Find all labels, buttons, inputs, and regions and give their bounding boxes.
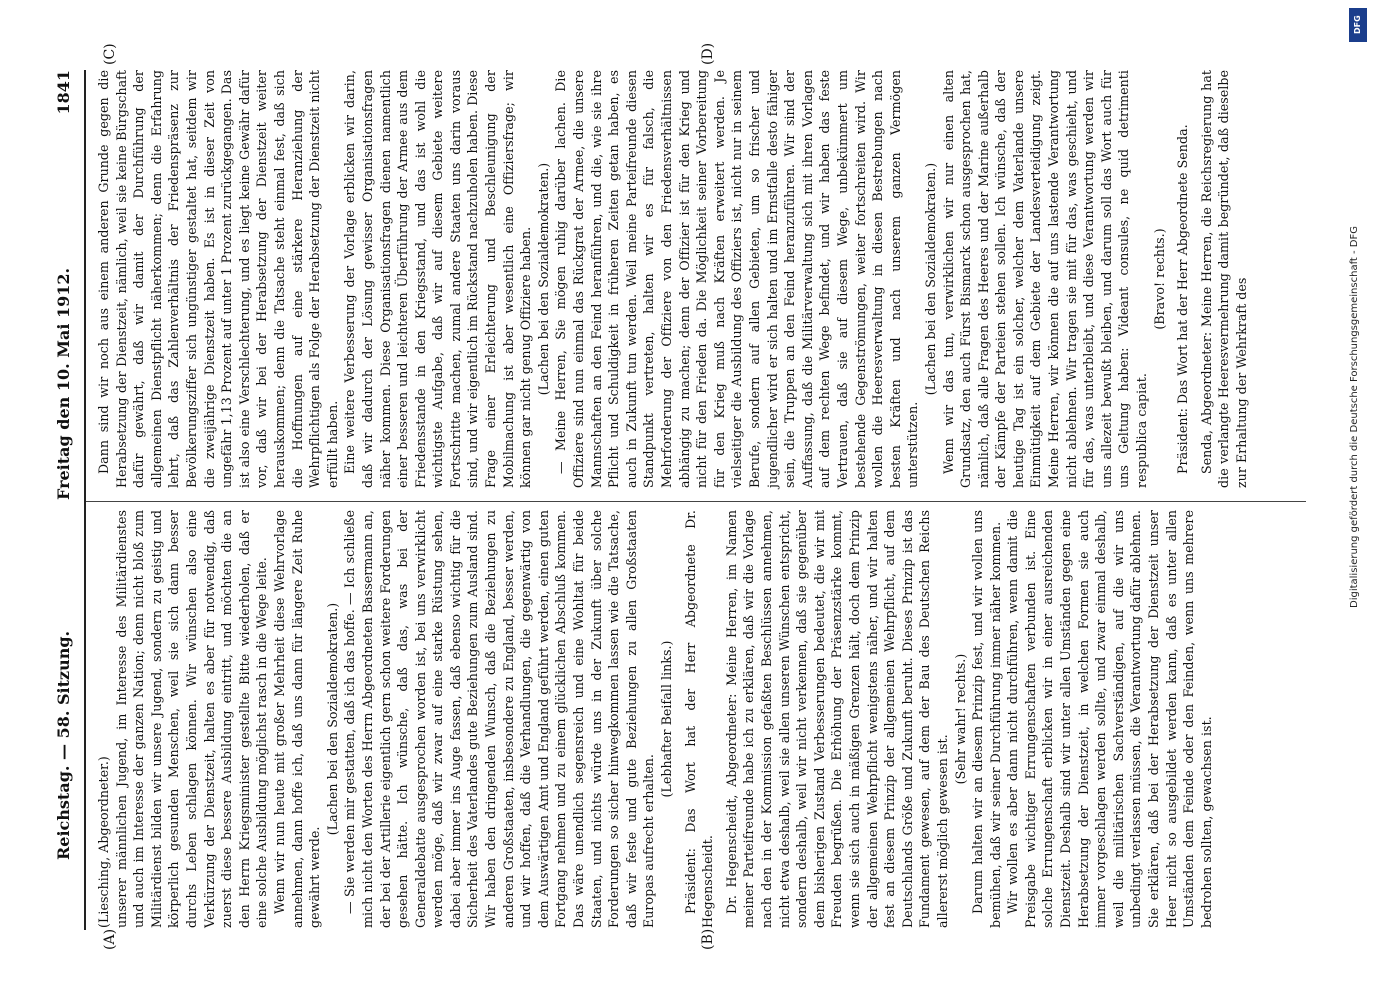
- margin-letter-a: (A): [102, 928, 118, 950]
- margin-letter-c: (C): [102, 43, 118, 65]
- reaction: (Sehr wahr! rechts.): [952, 653, 968, 785]
- header-rule: [84, 70, 86, 930]
- digitization-note: Digitalisierung gefördert durch die Deutsche Forschungsgemeinschaft - DFG: [1349, 225, 1360, 608]
- header-date: Freitag den 10. Mai 1912.: [54, 267, 73, 500]
- reaction: (Bravo! rechts.): [1151, 228, 1167, 330]
- header-session: Reichstag. — 58. Sitzung.: [54, 630, 73, 860]
- president-remark: Präsident: Das Wort hat der Herr Abgeordnete Senda.: [1175, 124, 1191, 474]
- paragraph: — Sie werden mir gestatten, daß ich das hoffe. — Ich schließe mich nicht den Worten des Herrn Abgeordneten Bassermann an, der bei der Artillerie eigentlich gern schon weitere Forderungen gesehen hätte. Ich wünsche, daß das, was bei der Generaldebatte ausgesprochen worden ist, bei uns verwirklicht werden möge, daß wir zwar auf eine starke Rüstung sehen, dabei aber immer ins Auge fassen, daß ebenso wichtig für die Sicherheit des Vaterlandes gute Beziehungen zum Ausland sind. Wir haben den dringenden Wunsch, daß die Beziehungen zu anderen Großstaaten, insbesondere zu England, besser werden, und wir hoffen, daß die Verhandlungen, die gegenwärtig von dem Auswärtigen Amt und England geführt werden, einen guten Fortgang nehmen und zu einem glücklichen Abschluß kommen. Das wäre unendlich segensreich und eine Wohltat für beide Staaten, und nichts würde uns in der Zukunft über solche Forderungen so sicher hinwegkommen lassen wie die Tatsache, daß wir feste und gute Beziehungen zu allen Großstaaten Europas aufrecht erhalten.: [342, 510, 657, 928]
- paragraph: Wenn wir das tun, verwirklichen wir nur einen alten Grundsatz, den auch Fürst Bismarck schon ausgesprochen hat, nämlich, daß alle Fragen des Heeres und der Marine außerhalb der Kämpfe der Parteien stehen sollen. Ich wünsche, daß der heutige Tag ist ein solcher, welcher dem Vaterlande unsere Einmütigkeit auf dem Gebiete der Landesverteidigung zeigt. Meine Herren, wir können die auf uns lastende Verantwortung nicht ablehnen. Wir tragen sie mit für das, was geschieht, und für das, was unterbleibt, und diese Verantwortung werden wir uns allezeit bewußt bleiben, und darum soll das Wort auch für uns Geltung haben: Videant consules, ne quid detrimenti respublica capiat.: [940, 70, 1150, 488]
- paragraph: unserer männlichen Jugend, im Interesse des Militärdienstes und auch im Interesse der ganzen Nation; denn nicht bloß zum Militärdienst bilden wir unsere Jugend, sondern zu geistig und körperlich gesunden Menschen, weil sie sich dann besser durchs Leben schlagen können. Wir wünschen also eine Verkürzung der Dienstzeit, halten es aber für notwendig, daß zuerst diese bessere Ausbildung eintritt, und möchten die an den Herrn Kriegsminister gestellte Bitte wiederholen, daß er eine solche Ausbildung möglichst rasch in die Wege leite.: [113, 510, 270, 928]
- page-number: 1841: [54, 70, 73, 115]
- page-header: [48, 70, 82, 930]
- reaction: (Lachen bei den Sozialdemokraten.): [535, 162, 551, 396]
- paragraph: Wir wollen es aber dann nicht durchführen, wenn damit die Preisgabe wichtiger Errungenschaften verbunden ist. Eine solche Errungenschaft erblicken wir in einer ausreichenden Dienstzeit. Deshalb sind wir unter allen Umständen gegen eine Herabsetzung der Dienstzeit, in welchen Formen sie auch immer vorgeschlagen werden sollte, und zwar einmal deshalb, weil die militärischen Sachverständigen, auf die wir uns unbedingt verlassen müssen, die Verantwortung dafür ablehnen. Sie erklären, daß bei der Herabsetzung der Dienstzeit unser Heer nicht so ausgebildet werden kann, daß es unter allen Umständen dem Feinde oder den Feinden, wenn uns mehrere bedrohen sollten, gewachsen ist.: [1005, 510, 1214, 928]
- paragraph: Darum halten wir an diesem Prinzip fest, und wir wollen uns bemühen, daß wir seiner Durchführung immer näher kommen.: [970, 510, 1003, 928]
- paragraph: Dann sind wir noch aus einem anderen Grunde gegen die Herabsetzung der Dienstzeit, nämlich, weil sie keine Bürgschaft dafür gewährt, daß wir damit der Durchführung der allgemeinen Dienstpflicht näherkommen; denn die Erfahrung lehrt, daß das Zahlenverhältnis der Friedenspräsenz zur Bevölkerungsziffer sich ungünstiger gestaltet hat, seitdem wir die zweijährige Dienstzeit haben. Es ist in dieser Zeit von ungefähr 1,13 Prozent auf unter 1 Prozent zurückgegangen. Das ist also eine Verschlechterung, und es liegt keine Gewähr dafür vor, daß wir bei der Herabsetzung der Dienstzeit weiter herauskommen; denn die Tatsache steht einmal fest, daß sich die Hoffnungen auf eine stärkere Heranziehung der Wehrpflichtigen als Folge der Herabsetzung der Dienstzeit nicht erfüllt haben.: [96, 70, 340, 488]
- speaker-note: (Liesching, Abgeordneter.): [96, 756, 111, 928]
- dfg-logo: DFG: [1349, 8, 1367, 42]
- president-remark: Präsident: Das Wort hat der Herr Abgeordnete Dr. Hegenscheidt.: [682, 510, 716, 928]
- reaction: (Lebhafter Beifall links.): [659, 640, 674, 798]
- column-divider: [86, 501, 1306, 502]
- right-column: [95, 70, 1251, 488]
- paragraph: Dr. Hegenscheidt, Abgeordneter: Meine Herren, im Namen meiner Parteifreunde habe ich zu erklären, daß wir die Vorlage nach den in der Kommission gefaßten Beschlüssen annehmen, nicht etwa deshalb, weil sie allen unseren Wünschen entspricht, sondern deshalb, weil wir nicht verkennen, daß sie gegenüber dem bisherigen Zustand Verbesserungen bedeutet, die wir mit Freuden begrüßen. Die Erhöhung der Präsenzstärke kommt, wenn sie sich auch in mäßigen Grenzen hält, doch dem Prinzip der allgemeinen Wehrpflicht wenigstens näher, und wir halten fest an diesem Prinzip der allgemeinen Wehrpflicht, auf dem Deutschlands Größe und Zukunft beruht. Dieses Prinzip ist das Fundament gewesen, auf dem der Bau des Deutschen Reichs allererst möglich gewesen ist.: [723, 510, 950, 928]
- paragraph: Eine weitere Verbesserung der Vorlage erblicken wir darin, daß wir dadurch der Lösung gewisser Organisationsfragen näher kommen. Diese Organisationsfragen dienen namentlich einer besseren und leichteren Überführung der Armee aus dem Friedensstande in den Kriegsstand, und das ist wohl die wichtigste Aufgabe, daß wir auf diesem Gebiete weitere Fortschritte machen, zumal andere Staaten uns darin voraus sind, und wir eigentlich im Rückstand nachzuholen haben. Diese Frage einer Erleichterung und Beschleunigung der Mobilmachung ist aber wesentlich eine Offiziersfrage; wir können gar nicht genug Offiziere haben.: [342, 70, 534, 488]
- paragraph: Senda, Abgeordneter: Meine Herren, die Reichsregierung hat die verlangte Heeresvermehrung damit begründet, daß dieselbe zur Erhaltung der Wehrkraft des: [1198, 70, 1249, 488]
- paragraph: Wenn wir nun heute mit großer Mehrheit diese Wehrvorlage annehmen, dann hoffe ich, daß uns dann für längere Zeit Ruhe gewährt werde.: [271, 510, 323, 928]
- margin-letter-b: (B): [700, 928, 716, 950]
- paragraph: — Meine Herren, Sie mögen ruhig darüber lachen. Die Offiziere sind nun einmal das Rückgrat der Armee, die unsere Mannschaften an den Feind heranführen, und die, wie sie ihre Pflicht und Schuldigkeit in früheren Zeiten getan haben, es auch in Zukunft tun werden. Weil meine Parteifreunde diesen Standpunkt vertreten, halten wir es für falsch, die Mehrforderung der Offiziere von den Friedensverhältnissen abhängig zu machen; denn der Offizier ist für den Krieg und nicht für den Frieden da. Die Möglichkeit seiner Vorbereitung für den Krieg muß nach Kräften erweitert werden. Je vielseitiger die Ausbildung des Offiziers ist, nicht nur in seinem Berufe, sondern auf allen Gebieten, um so frischer und jugendlicher wird er sich halten und im Ernstfalle desto fähiger sein, die Truppen an den Feind heranzuführen. Wir sind der Auffassung, daß die Militärverwaltung sich mit ihren Vorlagen auf dem rechten Wege befindet, und wir haben das feste Vertrauen, daß sie auf diesem Wege, unbekümmert um bestehende Gegenströmungen, weiter fortschreiten wird. Wir wollen die Heeresverwaltung in diesen Bestrebungen nach besten Kräften und nach unserem ganzen Vermögen unterstützen.: [553, 70, 921, 488]
- reaction: (Lachen bei den Sozialdemokraten.): [922, 162, 938, 396]
- reaction: (Lachen bei den Sozialdemokraten.): [324, 602, 340, 836]
- margin-letter-d: (D): [700, 42, 716, 65]
- digitization-stamp: [1349, 8, 1367, 608]
- left-column: [95, 510, 1215, 928]
